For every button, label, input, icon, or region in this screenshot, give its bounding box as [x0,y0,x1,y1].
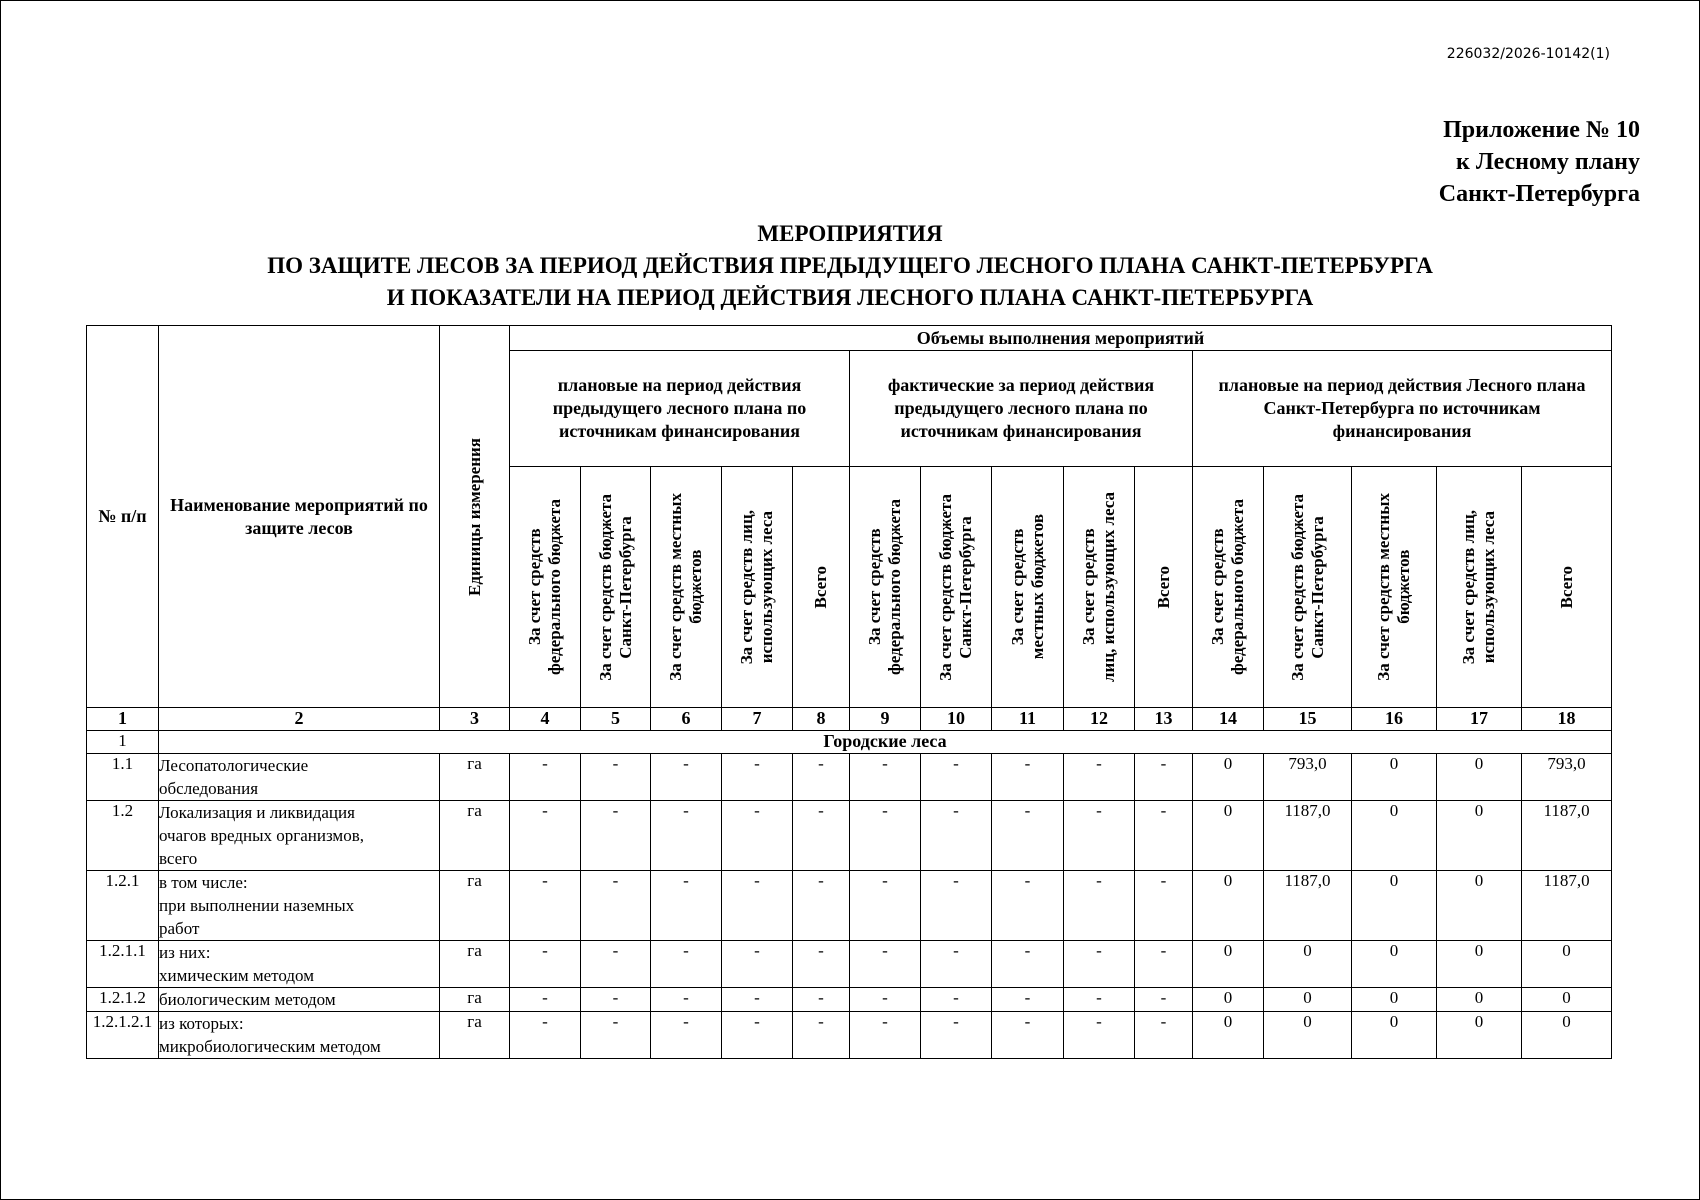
value-cell: - [793,754,850,801]
appendix-line-3: Санкт-Петербурга [1438,181,1640,207]
value-cell: - [992,801,1064,871]
value-cell: - [581,941,651,988]
value-cell: - [581,871,651,941]
header-group-planned-current: плановые на период действия Лесного плана Санкт-Петербурга по источникам финансирования [1193,351,1612,467]
value-cell: - [1135,988,1193,1012]
column-number: 13 [1135,708,1193,731]
forest-protection-table [86,325,1612,1059]
row-number: 1.2.1 [87,871,159,941]
value-cell: - [510,988,581,1012]
column-number: 15 [1264,708,1352,731]
value-cell: - [722,1012,793,1059]
header-activity-name: Наименование мероприятий по защите лесов [159,326,440,708]
value-cell: - [850,941,921,988]
value-cell: 1187,0 [1264,801,1352,871]
value-cell: - [510,801,581,871]
value-cell: 1187,0 [1522,871,1612,941]
title-line-3: И ПОКАЗАТЕЛИ НА ПЕРИОД ДЕЙСТВИЯ ЛЕСНОГО ПЛАНА САНКТ-ПЕТЕРБУРГА [386,285,1314,310]
value-cell: 0 [1437,871,1522,941]
value-cell: 0 [1522,988,1612,1012]
unit-cell: га [440,1012,510,1059]
value-cell: - [793,988,850,1012]
value-cell: - [1064,801,1135,871]
subcol-header: За счет средств бюджета Санкт-Петербурга [581,467,651,708]
value-cell: - [1064,754,1135,801]
value-cell: - [992,1012,1064,1059]
column-number: 4 [510,708,581,731]
value-cell: - [651,801,722,871]
row-number: 1.1 [87,754,159,801]
value-cell: - [921,801,992,871]
activity-name: из них: химическим методом [159,941,440,988]
value-cell: - [1064,1012,1135,1059]
value-cell: - [1135,801,1193,871]
value-cell: - [793,871,850,941]
section-title: Городские леса [159,731,1612,754]
column-number: 8 [793,708,850,731]
header-volumes: Объемы выполнения мероприятий [510,326,1612,351]
section-row [87,731,1612,754]
value-cell: 0 [1352,754,1437,801]
column-number: 1 [87,708,159,731]
header-group-actual-previous: фактические за период действия предыдущего лесного плана по источникам финансирования [850,351,1193,467]
value-cell: - [992,871,1064,941]
subcol-header: За счет средств бюджета Санкт-Петербурга [1264,467,1352,708]
value-cell: - [722,941,793,988]
value-cell: 0 [1193,801,1264,871]
value-cell: 0 [1264,941,1352,988]
column-number: 9 [850,708,921,731]
value-cell: - [651,1012,722,1059]
value-cell: - [1135,754,1193,801]
value-cell: - [510,941,581,988]
value-cell: - [793,801,850,871]
header-group-planned-previous: плановые на период действия предыдущего лесного плана по источникам финансирования [510,351,850,467]
subcol-header: За счет средств федерального бюджета [850,467,921,708]
value-cell: - [651,941,722,988]
value-cell: - [722,988,793,1012]
subcol-header: За счет средств местных бюджетов [651,467,722,708]
column-number: 14 [1193,708,1264,731]
column-number: 5 [581,708,651,731]
activity-name: биологическим методом [159,988,440,1012]
subcol-header: Всего [793,467,850,708]
value-cell: 0 [1193,871,1264,941]
unit-cell: га [440,754,510,801]
subcol-header: За счет средств лиц, использующих леса [1437,467,1522,708]
value-cell: 793,0 [1522,754,1612,801]
subcol-header: За счет средств федерального бюджета [510,467,581,708]
value-cell: - [992,988,1064,1012]
value-cell: - [850,871,921,941]
section-number: 1 [87,731,159,754]
activity-name: из которых: микробиологическим методом [159,1012,440,1059]
activity-name: Локализация и ликвидация очагов вредных организмов, всего [159,801,440,871]
value-cell: - [581,801,651,871]
value-cell: - [921,1012,992,1059]
value-cell: - [992,941,1064,988]
table-row [87,1012,1612,1059]
value-cell: 0 [1352,941,1437,988]
subcol-header: За счет средств бюджета Санкт-Петербурга [921,467,992,708]
value-cell: 0 [1193,1012,1264,1059]
header-unit: Единицы измерения [440,326,510,708]
subcol-header: За счет средств местных бюджетов [992,467,1064,708]
value-cell: - [510,871,581,941]
value-cell: 0 [1193,754,1264,801]
subcol-header: За счет средств лиц, использующих леса [722,467,793,708]
value-cell: 0 [1193,941,1264,988]
value-cell: - [581,988,651,1012]
table-row [87,754,1612,801]
column-number: 6 [651,708,722,731]
value-cell: 0 [1193,988,1264,1012]
unit-cell: га [440,801,510,871]
appendix-note [1439,114,1640,210]
value-cell: - [850,988,921,1012]
value-cell: 0 [1437,988,1522,1012]
value-cell: - [793,1012,850,1059]
value-cell: - [1064,941,1135,988]
value-cell: - [921,754,992,801]
value-cell: - [651,988,722,1012]
value-cell: 0 [1437,941,1522,988]
value-cell: - [921,988,992,1012]
document-id: 226032/2026-10142(1) [1446,46,1610,62]
unit-cell: га [440,941,510,988]
column-number: 10 [921,708,992,731]
column-numbers-row [87,708,1612,731]
value-cell: - [722,754,793,801]
unit-cell: га [440,871,510,941]
column-number: 11 [992,708,1064,731]
row-number: 1.2.1.1 [87,941,159,988]
value-cell: - [1135,1012,1193,1059]
value-cell: - [850,754,921,801]
value-cell: - [581,754,651,801]
value-cell: 0 [1437,754,1522,801]
value-cell: - [793,941,850,988]
value-cell: - [992,754,1064,801]
value-cell: - [1064,871,1135,941]
table-row [87,988,1612,1012]
document-title [0,218,1700,314]
column-number: 2 [159,708,440,731]
value-cell: 0 [1352,988,1437,1012]
subcol-header: Всего [1522,467,1612,708]
row-number: 1.2.1.2.1 [87,1012,159,1059]
value-cell: - [722,871,793,941]
value-cell: 793,0 [1264,754,1352,801]
title-line-1: МЕРОПРИЯТИЯ [757,221,943,246]
activity-name: в том числе: при выполнении наземных работ [159,871,440,941]
value-cell: 0 [1352,871,1437,941]
appendix-line-2: к Лесному плану [1456,149,1640,175]
value-cell: - [850,1012,921,1059]
value-cell: - [510,754,581,801]
value-cell: - [722,801,793,871]
value-cell: 0 [1522,941,1612,988]
column-number: 16 [1352,708,1437,731]
value-cell: 0 [1437,1012,1522,1059]
unit-cell: га [440,988,510,1012]
value-cell: 0 [1437,801,1522,871]
value-cell: - [850,801,921,871]
value-cell: - [651,754,722,801]
row-number: 1.2.1.2 [87,988,159,1012]
value-cell: - [1135,941,1193,988]
value-cell: - [651,871,722,941]
table-row [87,871,1612,941]
table-row [87,801,1612,871]
value-cell: - [1135,871,1193,941]
column-number: 17 [1437,708,1522,731]
title-line-2: ПО ЗАЩИТЕ ЛЕСОВ ЗА ПЕРИОД ДЕЙСТВИЯ ПРЕДЫДУЩЕГО ЛЕСНОГО ПЛАНА САНКТ-ПЕТЕРБУРГА [267,253,1433,278]
value-cell: 1187,0 [1522,801,1612,871]
value-cell: 0 [1522,1012,1612,1059]
value-cell: 0 [1352,801,1437,871]
value-cell: 0 [1264,988,1352,1012]
subcol-header: За счет средств федерального бюджета [1193,467,1264,708]
column-number: 7 [722,708,793,731]
column-number: 18 [1522,708,1612,731]
table-row [87,941,1612,988]
subcol-header: За счет средств лиц, использующих леса [1064,467,1135,708]
column-number: 12 [1064,708,1135,731]
header-row-number: № п/п [87,326,159,708]
activity-name: Лесопатологические обследования [159,754,440,801]
subcol-header: Всего [1135,467,1193,708]
value-cell: 0 [1264,1012,1352,1059]
value-cell: - [1064,988,1135,1012]
row-number: 1.2 [87,801,159,871]
appendix-line-1: Приложение № 10 [1443,117,1640,143]
subcol-header: За счет средств местных бюджетов [1352,467,1437,708]
value-cell: - [510,1012,581,1059]
value-cell: - [921,941,992,988]
value-cell: - [581,1012,651,1059]
column-number: 3 [440,708,510,731]
value-cell: 0 [1352,1012,1437,1059]
value-cell: - [921,871,992,941]
value-cell: 1187,0 [1264,871,1352,941]
